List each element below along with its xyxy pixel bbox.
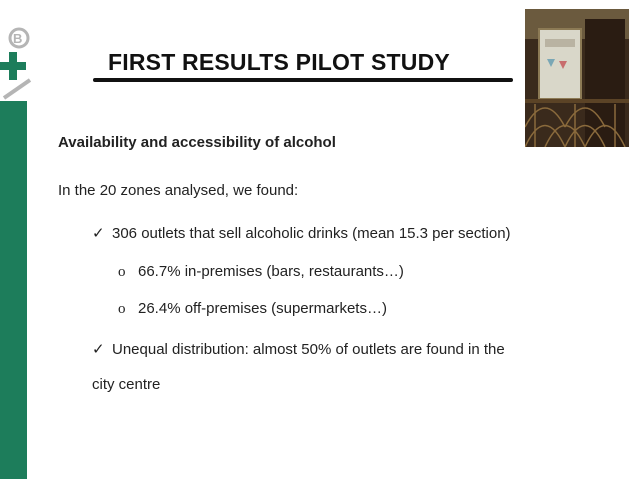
svg-text:B: B [13, 31, 23, 46]
bullet-continuation: city centre [92, 376, 161, 393]
side-accent-bar [0, 101, 27, 479]
section-subheading: Availability and accessibility of alcohol [58, 134, 336, 151]
logo-plus-b-icon [0, 26, 36, 100]
checkmark-icon: ✓ [92, 225, 105, 242]
bullet-outlets [92, 224, 511, 242]
sub-bullet-text: 26.4% off-premises (supermarkets…) [138, 300, 387, 317]
intro-text: In the 20 zones analysed, we found: [58, 182, 299, 199]
circle-bullet-icon: o [118, 264, 126, 280]
bar-window-photo [525, 9, 629, 147]
bullet-text: 306 outlets that sell alcoholic drinks (mean 15.3 per section) [112, 225, 511, 242]
sub-bullet-in-premises [118, 263, 404, 281]
slide-title: FIRST RESULTS PILOT STUDY [108, 49, 450, 75]
bullet-distribution [92, 340, 505, 358]
sub-bullet-off-premises [118, 300, 387, 318]
checkmark-icon: ✓ [92, 341, 105, 358]
sub-bullet-text: 66.7% in-premises (bars, restaurants…) [138, 263, 404, 280]
title-underline [93, 78, 513, 82]
bullet-text: Unequal distribution: almost 50% of outlets are found in the [112, 341, 505, 358]
circle-bullet-icon: o [118, 301, 126, 317]
